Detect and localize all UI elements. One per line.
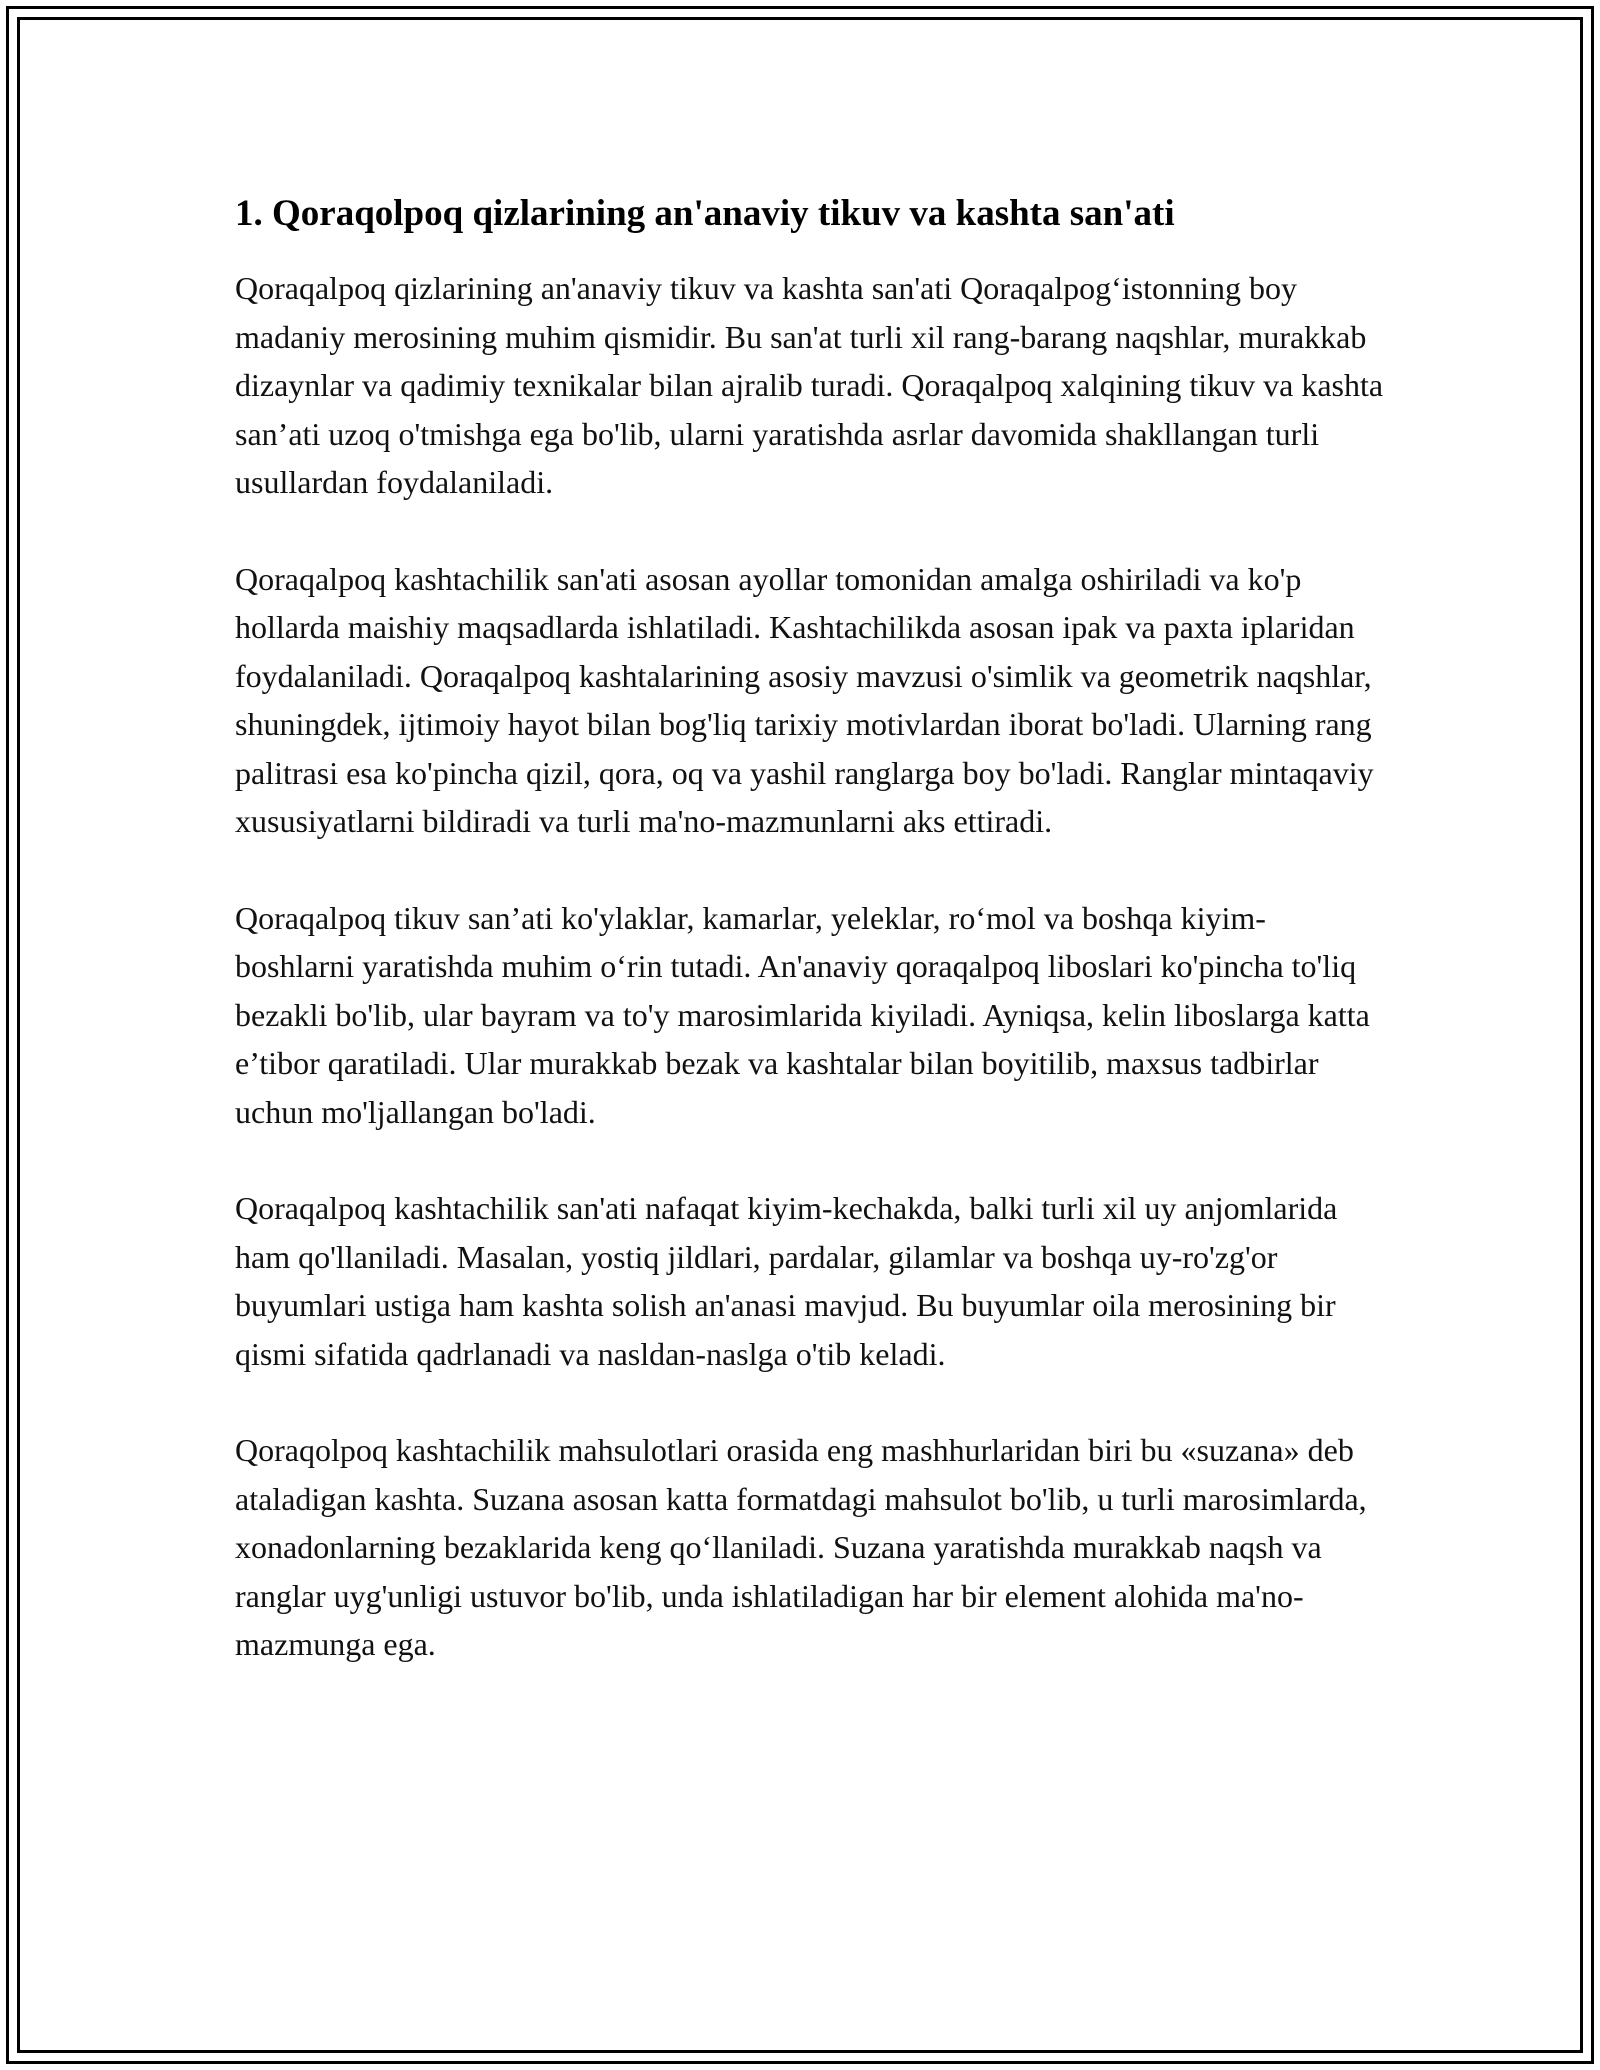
section-heading: 1. Qoraqolpoq qizlarining an'anaviy tikuv va kashta san'ati: [235, 193, 1175, 234]
paragraph-4: Qoraqalpoq kashtachilik san'ati nafaqat kiyim-kechakda, balki turli xil uy anjomlarida ham qo'llaniladi. Masalan, yostiq jildlari, pardalar, gilamlar va boshqa uy-ro'zg'or buyumlari ustiga ham kashta solish an'anasi mavjud. Bu buyumlar oila merosining bir qismi sifatida qadrlanadi va nasldan-naslga o'tib keladi.: [235, 1190, 1338, 1372]
paragraph-3: Qoraqalpoq tikuv san’ati ko'ylaklar, kamarlar, yeleklar, ro‘mol va boshqa kiyim-boshlarni yaratishda muhim o‘rin tutadi. An'anaviy qoraqalpoq liboslari ko'pincha to'liq bezakli bo'lib, ular bayram va to'y marosimlarida kiyiladi. Ayniqsa, kelin liboslarga katta e’tibor qaratiladi. Ular murakkab bezak va kashtalar bilan boyitilib, maxsus tadbirlar uchun mo'ljallangan bo'ladi.: [235, 899, 1370, 1130]
paragraph-2: Qoraqalpoq kashtachilik san'ati asosan ayollar tomonidan amalga oshiriladi va ko'p hollarda maishiy maqsadlarda ishlatiladi. Kashtachilikda asosan ipak va paxta iplaridan foydalaniladi. Qoraqalpoq kashtalarining asosiy mavzusi o'simlik va geometrik naqshlar, shuningdek, ijtimoiy hayot bilan bog'liq tarixiy motivlardan iborat bo'ladi. Ularning rang palitrasi esa ko'pincha qizil, qora, oq va yashil ranglarga boy bo'ladi. Ranglar mintaqaviy xususiyatlarni bildiradi va turli ma'no-mazmunlarni aks ettiradi.: [235, 560, 1374, 839]
document-body: [235, 190, 1385, 1669]
paragraph-1: Qoraqalpoq qizlarining an'anaviy tikuv va kashta san'ati Qoraqalpog‘istonning boy madaniy merosining muhim qismidir. Bu san'at turli xil rang-barang naqshlar, murakkab dizaynlar va qadimiy texnikalar bilan ajralib turadi. Qoraqalpoq xalqining tikuv va kashta san’ati uzoq o'tmishga ega bo'lib, ularni yaratishda asrlar davomida shakllangan turli usullardan foydalaniladi.: [235, 270, 1384, 500]
paragraph-5: Qoraqolpoq kashtachilik mahsulotlari orasida eng mashhurlaridan biri bu «suzana» deb ataladigan kashta. Suzana asosan katta formatdagi mahsulot bo'lib, u turli marosimlarda, xonadonlarning bezaklarida keng qo‘llaniladi. Suzana yaratishda murakkab naqsh va ranglar uyg'unligi ustuvor bo'lib, unda ishlatiladigan har bir element alohida ma'no-mazmunga ega.: [235, 1432, 1367, 1662]
